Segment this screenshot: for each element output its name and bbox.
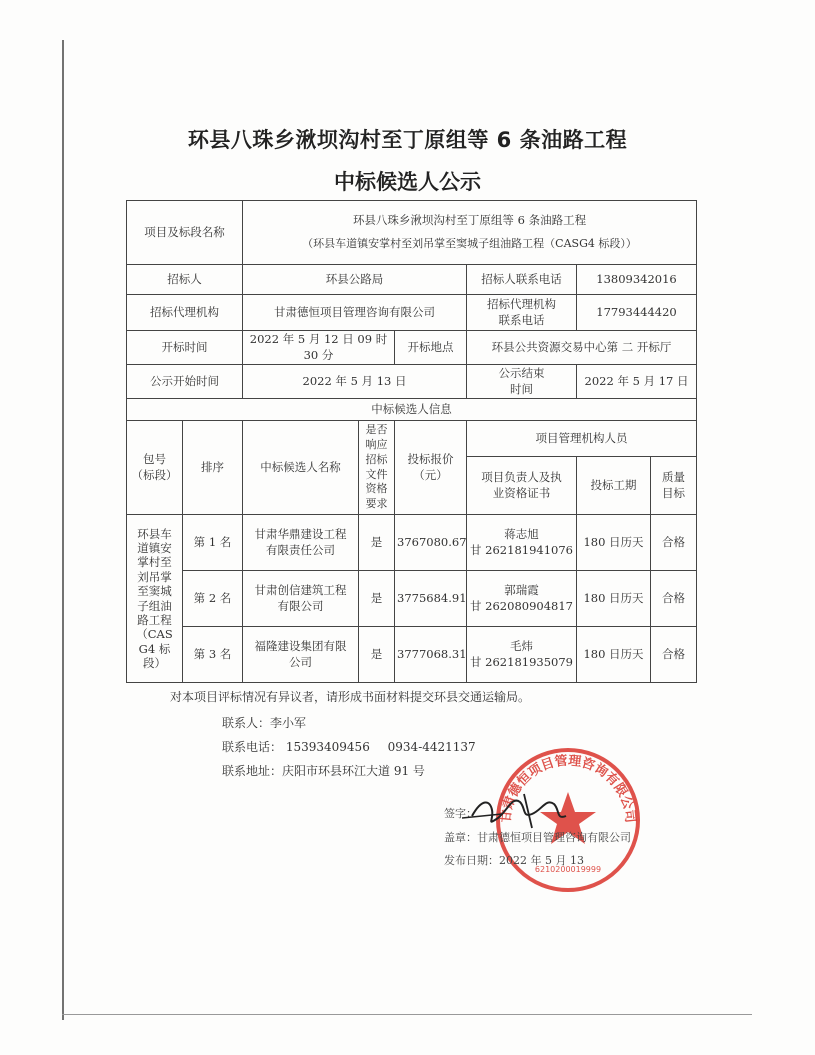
header-quality-1: 质量 [662, 470, 686, 485]
objection-note: 对本项目评标情况有异议者，请形成书面材料提交环县交通运输局。 [170, 690, 531, 704]
contact-phone-line [222, 738, 476, 755]
package-line: 道镇安 [137, 541, 172, 556]
header-rank: 排序 [183, 421, 243, 515]
candidate-name-cell [243, 627, 359, 683]
responsive-cell: 是 [359, 515, 395, 571]
package-line: （CAS [136, 627, 173, 642]
open-time-label: 开标时间 [127, 331, 243, 365]
package-line: 路工程 [137, 612, 172, 627]
tenderer-value: 环县公路局 [243, 265, 467, 295]
open-place-label: 开标地点 [395, 331, 467, 365]
publish-date-value: 2022 年 5 月 13 [499, 854, 584, 867]
header-responsive-3: 招标 [365, 452, 388, 466]
seal-number: 6210200019999 [534, 865, 602, 874]
notice-end-label-1: 公示结束 [498, 366, 545, 381]
project-section: （环县车道镇安掌村至刘吊掌至窦城子组油路工程（CASG4 标段）） [302, 236, 637, 250]
pm-cert: 甘 262080904817 [470, 598, 573, 613]
tenderer-label: 招标人 [127, 265, 243, 295]
pm-cert: 甘 262181935079 [470, 654, 573, 669]
header-pm-2: 业资格证书 [492, 485, 551, 500]
package-line: 刘吊掌 [137, 569, 172, 584]
pm-name: 毛炜 [510, 639, 533, 654]
bid-cell: 3777068.31 [395, 627, 467, 683]
header-duration: 投标工期 [577, 457, 651, 515]
package-line: 子组油 [137, 598, 172, 613]
candidates-heading: 中标候选人信息 [127, 399, 697, 421]
notice-row [127, 365, 697, 399]
contact-phone-label: 联系电话： [222, 740, 283, 754]
notice-end-value: 2022 年 5 月 17 日 [577, 365, 697, 399]
package-line: G4 标 [138, 641, 171, 656]
candidate-name-cell [243, 515, 359, 571]
pm-cell [467, 515, 577, 571]
header-responsive-1: 是否 [365, 423, 388, 437]
responsive-cell: 是 [359, 627, 395, 683]
document-title: 环县八珠乡湫坝沟村至丁原组等 6 条油路工程 [187, 128, 628, 152]
bid-cell: 3767080.67 [395, 515, 467, 571]
package-line: 掌村至 [137, 555, 172, 570]
contact-phone-2: 0934-4421137 [387, 740, 476, 754]
notice-start-label: 公示开始时间 [127, 365, 243, 399]
tenderer-phone-label: 招标人联系电话 [467, 265, 577, 295]
header-bid [395, 421, 467, 515]
pm-cert: 甘 262181941076 [470, 542, 573, 557]
notice-end-label-2: 时间 [510, 381, 533, 396]
publish-date-label: 发布日期： [444, 854, 499, 867]
notice-end-label-cell [467, 365, 577, 399]
pm-name: 郭瑞霞 [504, 583, 539, 598]
document-subtitle: 中标候选人公示 [334, 170, 481, 194]
rank-cell: 第 1 名 [183, 515, 243, 571]
seal-line [444, 829, 631, 845]
candidate-name-1: 福隆建设集团有限 [254, 639, 347, 654]
header-pm-1: 项目负责人及执 [481, 470, 562, 485]
candidate-name-2: 有限责任公司 [266, 542, 335, 557]
agency-phone-label-1: 招标代理机构 [487, 296, 556, 311]
package-line: 段） [143, 656, 166, 671]
header-row-1 [127, 421, 697, 457]
seal-text: 甘肃德恒项目管理咨询有限公司 [498, 753, 638, 824]
table-row [127, 627, 697, 683]
pm-cell [467, 571, 577, 627]
header-responsive-6: 要求 [365, 497, 388, 511]
project-label: 项目及标段名称 [127, 201, 243, 265]
agency-label: 招标代理机构 [127, 295, 243, 331]
table-row [127, 515, 697, 571]
handwritten-signature [462, 788, 572, 833]
header-bid-1: 投标报价 [407, 452, 454, 467]
agency-phone-label-2: 联系电话 [498, 312, 545, 327]
header-pm [467, 457, 577, 515]
table-row [127, 571, 697, 627]
package-line: 环县车 [137, 526, 172, 541]
signature-label: 签字： [444, 807, 477, 820]
contact-person: 联系人：李小军 [222, 716, 307, 730]
header-quality-2: 目标 [662, 485, 686, 500]
header-responsive-2: 响应 [365, 437, 388, 451]
tenderer-phone: 13809342016 [577, 265, 697, 295]
project-name-cell [243, 201, 697, 265]
bid-candidate-table [126, 200, 697, 683]
agency-phone: 17793444420 [577, 295, 697, 331]
header-package-1: 包号 [143, 452, 166, 467]
quality-cell: 合格 [651, 571, 697, 627]
duration-cell: 180 日历天 [577, 515, 651, 571]
open-place-value: 环县公共资源交易中心第 二 开标厅 [467, 331, 697, 365]
header-quality [651, 457, 697, 515]
rank-cell: 第 2 名 [183, 571, 243, 627]
header-responsive-4: 文件 [365, 467, 388, 481]
seal-label: 盖章： [444, 831, 477, 844]
contact-address: 联系地址：庆阳市环县环江大道 91 号 [222, 764, 425, 778]
header-responsive-5: 资格 [365, 482, 388, 496]
bid-cell: 3775684.91 [395, 571, 467, 627]
pm-name: 蒋志旭 [504, 527, 539, 542]
candidate-name-2: 有限公司 [277, 598, 324, 613]
header-package [127, 421, 183, 515]
agency-phone-label-cell [467, 295, 577, 331]
contact-phone-1: 15393409456 [285, 740, 370, 754]
header-bid-2: （元） [413, 467, 448, 482]
agency-row [127, 295, 697, 331]
candidate-name-2: 公司 [289, 654, 312, 669]
candidate-name-cell [243, 571, 359, 627]
seal-company: 甘肃德恒项目管理咨询有限公司 [477, 831, 631, 844]
tenderer-row [127, 265, 697, 295]
quality-cell: 合格 [651, 627, 697, 683]
open-time-value: 2022 年 5 月 12 日 09 时 30 分 [243, 331, 395, 365]
publish-date-line [444, 852, 584, 868]
project-name: 环县八珠乡湫坝沟村至丁原组等 6 条油路工程 [352, 213, 587, 228]
notice-start-value: 2022 年 5 月 13 日 [243, 365, 467, 399]
rank-cell: 第 3 名 [183, 627, 243, 683]
header-package-2: （标段） [131, 467, 178, 482]
project-row [127, 201, 697, 265]
candidate-name-1: 甘肃华鼎建设工程 [254, 527, 347, 542]
header-candidate-name: 中标候选人名称 [243, 421, 359, 515]
pm-cell [467, 627, 577, 683]
package-line: 至窦城 [137, 584, 172, 599]
responsive-cell: 是 [359, 571, 395, 627]
agency-value: 甘肃德恒项目管理咨询有限公司 [243, 295, 467, 331]
candidates-heading-row [127, 399, 697, 421]
duration-cell: 180 日历天 [577, 571, 651, 627]
candidate-name-1: 甘肃创信建筑工程 [254, 583, 347, 598]
page-edge-bottom [62, 1014, 752, 1015]
header-pm-group: 项目管理机构人员 [467, 421, 697, 457]
package-cell [127, 515, 183, 683]
header-responsive [359, 421, 395, 515]
duration-cell: 180 日历天 [577, 627, 651, 683]
open-time-row [127, 331, 697, 365]
quality-cell: 合格 [651, 515, 697, 571]
